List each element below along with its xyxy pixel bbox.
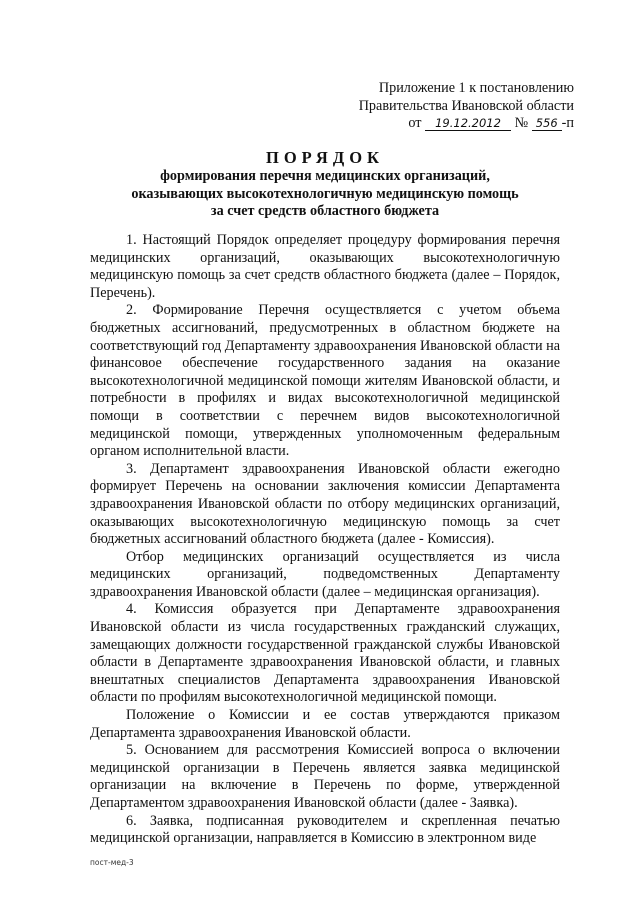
paragraph-4: 4. Комиссия образуется при Департаменте здравоохранения Ивановской области из числа государственных гражданский служащих, замещающих должности государственной гражданской службы Ивановской области в Департаменте здравоохранения Ивановской области, и главных внештатных специалистов Департамента здравоохранения Ивановской области по профилям высокотехнологичной медицинской помощи. xyxy=(90,601,560,706)
document-title xyxy=(90,148,560,221)
number-suffix: -п xyxy=(561,115,574,131)
appendix-header xyxy=(359,80,574,133)
paragraph-6: 6. Заявка, подписанная руководителем и скрепленная печатью медицинской организации, направляется в Комиссию в электронном виде xyxy=(90,812,560,847)
handwritten-date: 19.12.2012 xyxy=(425,117,511,131)
paragraph-3: 3. Департамент здравоохранения Ивановской области ежегодно формирует Перечень на основании заключения комиссии Департамента здравоохранения Ивановской области по отбору медицинских организаций, оказывающих высокотехнологичную медицинскую помощь за счет бюджетных ассигнований областного бюджета (далее - Комиссия). xyxy=(90,460,560,548)
handwritten-number: 556 xyxy=(532,117,562,131)
title-line-1: формирования перечня медицинских организаций, xyxy=(160,168,490,184)
paragraph-5: 5. Основанием для рассмотрения Комиссией вопроса о включении медицинской организации в Перечень является заявка медицинской организации на включение в Перечень по форме, утвержденной Департаментом здравоохранения Ивановской области (далее - Заявка). xyxy=(90,742,560,811)
document-body xyxy=(90,232,560,848)
footer-file-code: пост-мед-3 xyxy=(90,858,134,867)
paragraph-4-regulation: Положение о Комиссии и ее состав утверждаются приказом Департамента здравоохранения Ивановской области. xyxy=(90,707,560,741)
paragraph-1: 1. Настоящий Порядок определяет процедуру формирования перечня медицинских организаций, оказывающих высокотехнологичную медицинскую помощь за счет средств областного бюджета (далее – Порядок, Перечень). xyxy=(90,232,560,301)
appendix-date-line xyxy=(359,115,574,133)
paragraph-2: 2. Формирование Перечня осуществляется с учетом объема бюджетных ассигнований, предусмотренных в областном бюджете на соответствующий год Департаменту здравоохранения Ивановской области на финансовое обеспечение государственного задания на оказание высокотехнологичной медицинской помощи жителям Ивановской области, и потребности в профилях и видах высокотехнологичной медицинской помощи в соответствии с перечнем видов высокотехнологичной медицинской помощи, утвержденных уполномоченным федеральным органом исполнительной власти. xyxy=(90,302,560,460)
appendix-line-2: Правительства Ивановской области xyxy=(358,97,574,114)
appendix-line-1: Приложение 1 к постановлению xyxy=(378,80,574,96)
title-heading: ПОРЯДОК xyxy=(266,148,384,167)
paragraph-3-selection: Отбор медицинских организаций осуществляется из числа медицинских организаций, подведомственных Департаменту здравоохранения Ивановской области (далее – медицинская организация). xyxy=(90,548,560,600)
number-label: № xyxy=(514,115,529,131)
title-line-2: оказывающих высокотехнологичную медицинскую помощь xyxy=(131,185,519,202)
title-line-3: за счет средств областного бюджета xyxy=(210,203,440,219)
from-label: от xyxy=(408,115,422,131)
